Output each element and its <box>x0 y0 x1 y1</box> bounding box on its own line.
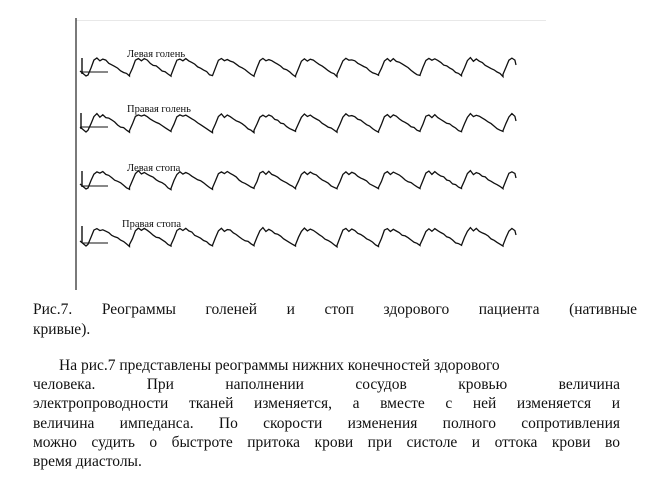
paragraph-line: На рис.7 представлены реограммы нижних конечностей здорового <box>59 357 500 374</box>
body-paragraph <box>33 356 620 471</box>
paragraph-line: человека. При наполнении сосудов кровью величина <box>33 376 620 394</box>
rheogram-wave <box>80 171 516 190</box>
trace-label-right-foot: Правая стопа <box>122 219 182 230</box>
paragraph-line: можно судить о быстроте притока крови при систоле и оттока крови во <box>33 433 620 451</box>
paragraph-line: время диастолы. <box>33 453 142 471</box>
rheogram-wave <box>80 228 516 247</box>
trace-label-left-shin: Левая голень <box>127 49 186 60</box>
paragraph-line: величина импеданса. По скорости изменения полного сопротивления <box>33 414 620 432</box>
trace-left-foot <box>80 163 516 190</box>
rheogram-wave <box>80 114 516 133</box>
rheogram-wave <box>80 58 516 77</box>
figure-caption-line-2: кривые). <box>33 321 91 338</box>
trace-left-shin <box>80 49 516 77</box>
figure-caption-continuation <box>33 320 637 339</box>
figure-frame-top <box>76 20 546 21</box>
trace-right-foot <box>80 219 516 247</box>
trace-right-shin <box>80 104 516 133</box>
figure-caption <box>33 300 637 319</box>
trace-label-right-shin: Правая голень <box>127 104 191 115</box>
paragraph-line: электропроводности тканей изменяется, а вместе с ней изменяется и <box>33 395 620 413</box>
figure-caption-line-1: Рис.7. Реограммы голеней и стоп здорового пациента (нативные <box>33 301 637 318</box>
trace-label-left-foot: Левая стопа <box>127 163 181 174</box>
